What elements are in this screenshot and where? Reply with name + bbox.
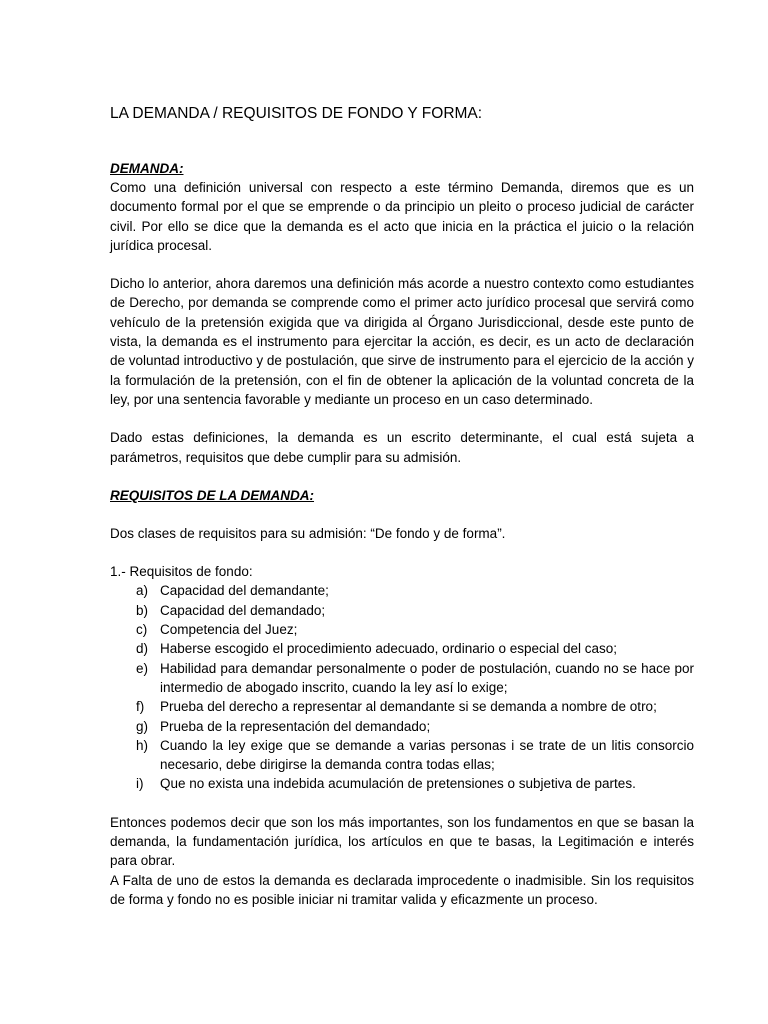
list-marker: c): [136, 622, 148, 638]
list-marker: h): [136, 737, 149, 753]
list-item-text: Capacidad del demandante;: [160, 583, 329, 599]
list-item: [136, 620, 694, 639]
section-heading-demanda: DEMANDA:: [110, 161, 184, 176]
list-item-text: Competencia del Juez;: [160, 622, 298, 638]
list-title-fondo: 1.- Requisitos de fondo:: [110, 564, 253, 580]
paragraph-definition-summary: Dado estas definiciones, la demanda es un escrito determinante, el cual está sujeta a parámetros, requisitos que debe cumplir para su admisión.: [110, 430, 694, 465]
requisitos-fondo-list: [110, 581, 694, 793]
list-item-text: Cuando la ley exige que se demande a varias personas i se trate de un litis consorcio necesario, debe dirigirse la demanda contra todas ellas;: [160, 737, 694, 773]
list-item: [136, 717, 694, 736]
spacer: [110, 543, 694, 562]
list-item: [136, 736, 694, 775]
list-marker: d): [136, 641, 149, 657]
list-marker: g): [136, 718, 149, 734]
list-item: [136, 601, 694, 620]
list-item-text: Habilidad para demandar personalmente o poder de postulación, cuando no se hace por intermedio de abogado inscrito, cuando la ley así lo exige;: [160, 660, 694, 695]
list-item-text: Haberse escogido el procedimiento adecuado, ordinario o especial del caso;: [160, 641, 618, 657]
list-item-text: Capacidad del demandado;: [160, 602, 326, 618]
spacer: [110, 794, 694, 813]
list-marker: b): [136, 602, 149, 618]
document-title: LA DEMANDA / REQUISITOS DE FONDO Y FORMA:: [110, 105, 483, 122]
spacer: [110, 255, 694, 274]
paragraph-closing-falta: A Falta de uno de estos la demanda es declarada improcedente o inadmisible. Sin los requisitos de forma y fondo no es posible iniciar ni tramitar valida y eficazmente un proceso.: [110, 872, 694, 907]
list-marker: a): [136, 583, 149, 599]
paragraph-definition-universal: Como una definición universal con respecto a este término Demanda, diremos que es un documento formal por el que se emprende o da principio un pleito o proceso judicial de carácter civil. Por ello se dice que la demanda es el acto que inicia en la práctica el juicio o la relación jurídica procesal.: [110, 180, 694, 253]
paragraph-closing-fundamentos: Entonces podemos decir que son los más importantes, son los fundamentos en que se basan la demanda, la fundamentación jurídica, los artículos en que te basas, la Legitimación e interés para obrar.: [110, 814, 694, 869]
list-item: [136, 697, 694, 716]
list-item-text: Que no exista una indebida acumulación de pretensiones o subjetiva de partes.: [160, 776, 636, 792]
list-marker: f): [136, 699, 145, 715]
list-item: [136, 639, 694, 658]
requisitos-intro: Dos clases de requisitos para su admisión: “De fondo y de forma”.: [110, 525, 506, 541]
spacer: [110, 505, 694, 524]
spacer: [110, 467, 694, 486]
section-heading-requisitos: REQUISITOS DE LA DEMANDA:: [110, 487, 315, 503]
list-item: [136, 581, 694, 600]
list-item: [136, 774, 694, 793]
list-item-text: Prueba de la representación del demandado;: [160, 718, 431, 734]
list-marker: i): [136, 776, 144, 792]
list-item-text: Prueba del derecho a representar al demandante si se demanda a nombre de otro;: [160, 699, 657, 715]
paragraph-definition-contexto: Dicho lo anterior, ahora daremos una definición más acorde a nuestro contexto como estudiantes de Derecho, por demanda se comprende como el primer acto jurídico procesal que servirá como vehículo de la pretensión exigida que va dirigida al Órgano Jurisdiccional, desde este punto de vista, la demanda es el instrumento para ejercitar la acción, es decir, es un acto de declaración de voluntad introductivo y de postulación, que sirve de instrumento para el ejercicio de la acción y la formulación de la pretensión, con el fin de obtener la aplicación de la voluntad concreta de la ley, por una sentencia favorable y mediante un proceso en un caso determinado.: [110, 276, 694, 407]
spacer: [110, 409, 694, 428]
list-item: [136, 659, 694, 698]
list-marker: e): [136, 660, 149, 676]
